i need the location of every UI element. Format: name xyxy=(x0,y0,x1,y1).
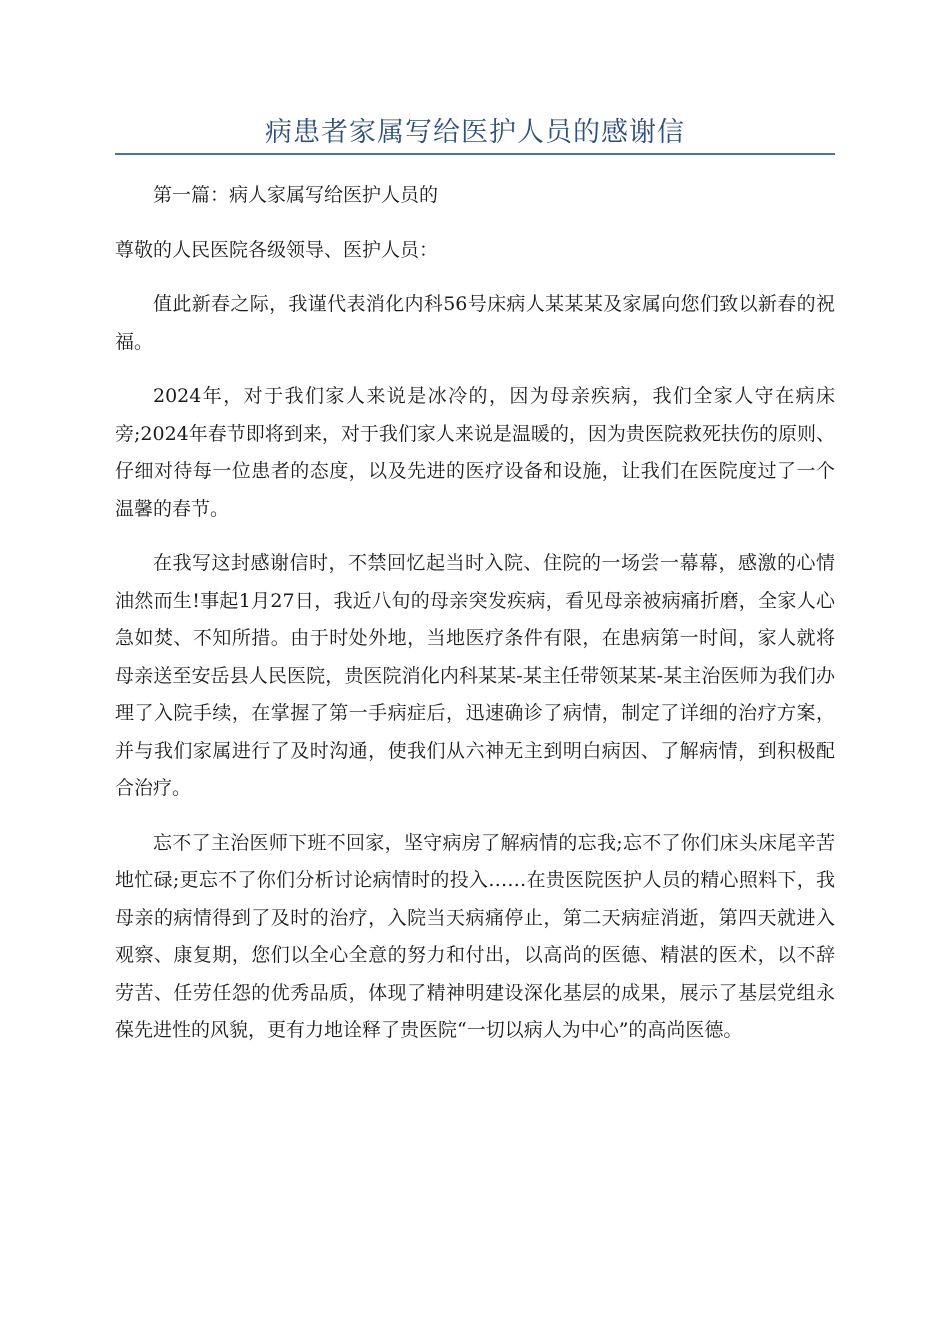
salutation: 尊敬的人民医院各级领导、医护人员： xyxy=(115,238,439,261)
section-heading: 第一篇：病人家属写给医护人员的 xyxy=(153,184,439,206)
body-paragraph: 2024年，对于我们家人来说是冰冷的，因为母亲疾病，我们全家人守在病床旁;2024年春节即将到来，对于我们家人来说是温暖的，因为贵医院救死扶伤的原则、仔细对待每一位患者的态度，以及先进的医疗设备和设施，让我们在医院度过了一个温馨的春节。 xyxy=(115,385,835,520)
title-underline xyxy=(115,153,835,155)
document-title: 病患者家属写给医护人员的感谢信 xyxy=(265,117,685,148)
body-paragraph: 在我写这封感谢信时，不禁回忆起当时入院、住院的一场尝一幕幕，感激的心情油然而生!事起1月27日，我近八旬的母亲突发疾病，看见母亲被病痛折磨，全家人心急如焚、不知所措。由于时处外地，当地医疗条件有限，在患病第一时间，家人就将母亲送至安岳县人民医院，贵医院消化内科某某-某主任带领某某-某主治医师为我们办理了入院手续，在掌握了第一手病症后，迅速确诊了病情，制定了详细的治疗方案，并与我们家属进行了及时沟通，使我们从六神无主到明白病因、了解病情，到积极配合治疗。 xyxy=(115,552,835,799)
document-body xyxy=(115,177,835,1067)
body-paragraph: 值此新春之际，我谨代表消化内科56号床病人某某某及家属向您们致以新春的祝福。 xyxy=(115,293,835,353)
body-paragraph: 忘不了主治医师下班不回家，坚守病房了解病情的忘我;忘不了你们床头床尾辛苦地忙碌;更忘不了你们分析讨论病情时的投入……在贵医院医护人员的精心照料下，我母亲的病情得到了及时的治疗，入院当天病痛停止，第二天病症消逝，第四天就进入观察、康复期，您们以全心全意的努力和付出，以高尚的医德、精湛的医术，以不辞劳苦、任劳任怨的优秀品质，体现了精神明建设深化基层的成果，展示了基层党组永葆先进性的风貌，更有力地诠释了贵医院“一切以病人为中心”的高尚医德。 xyxy=(115,831,835,1041)
